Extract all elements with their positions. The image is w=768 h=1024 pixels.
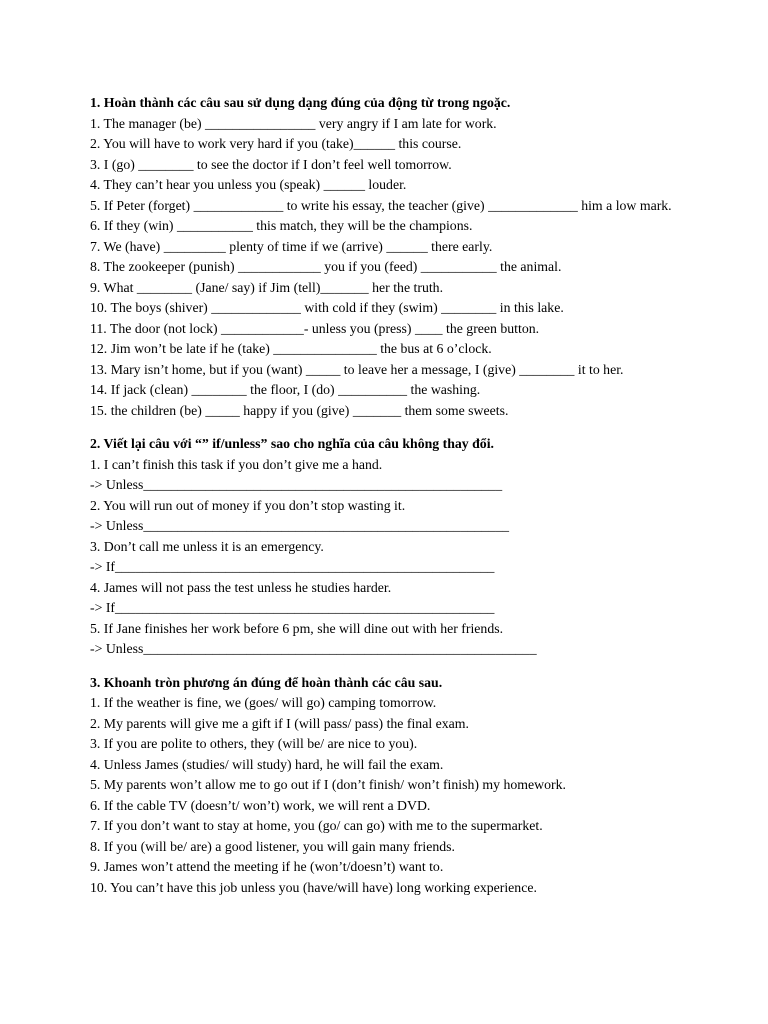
exercise-item: 10. The boys (shiver) _____________ with cold if they (swim) ________ in this lake. (90, 300, 564, 315)
exercise-item: 10. You can’t have this job unless you (have/will have) long working experience. (90, 879, 537, 895)
exercise-item: 8. The zookeeper (punish) ____________ you if you (feed) ___________ the animal. (90, 259, 562, 274)
exercise-item: 2. You will run out of money if you don’t stop wasting it. (90, 497, 406, 513)
exercise-item: 1. The manager (be) ________________ very angry if I am late for work. (90, 115, 497, 131)
exercise-item: 1. I can’t finish this task if you don’t give me a hand. (90, 456, 383, 472)
exercise-item: 13. Mary isn’t home, but if you (want) _____ to leave her a message, I (give) ________ it to her. (90, 361, 624, 377)
exercise-item: 1. If the weather is fine, we (goes/ will go) camping tomorrow. (90, 695, 437, 710)
section-1-heading: 1. Hoàn thành các câu sau sử dụng dạng đúng của động từ trong ngoặc. (90, 95, 511, 110)
section-3-heading: 3. Khoanh tròn phương án đúng để hoàn thành các câu sau. (90, 674, 443, 690)
exercise-item: 9. James won’t attend the meeting if he (won’t/doesn’t) want to. (90, 859, 444, 874)
exercise-item: 11. The door (not lock) ____________- unless you (press) ____ the green button. (90, 320, 540, 336)
exercise-item: 9. What ________ (Jane/ say) if Jim (tell)_______ her the truth. (90, 279, 444, 295)
exercise-item: 6. If the cable TV (doesn’t/ won’t) work, we will rent a DVD. (90, 797, 431, 813)
answer-line: -> If_______________________________________________________ (90, 559, 495, 574)
section-spacer (90, 421, 682, 434)
answer-line: -> Unless_________________________________________________________ (90, 641, 537, 656)
exercise-item: 2. You will have to work very hard if you (take)______ this course. (90, 136, 462, 151)
exercise-item: 7. If you don’t want to stay at home, you (go/ can go) with me to the supermarket. (90, 818, 543, 833)
exercise-item: 6. If they (win) ___________ this match, they will be the champions. (90, 218, 473, 233)
exercise-item: 4. James will not pass the test unless he studies harder. (90, 579, 392, 595)
exercise-item: 5. My parents won’t allow me to go out if I (don’t finish/ won’t finish) my homework. (90, 777, 566, 792)
exercise-item: 3. If you are polite to others, they (will be/ are nice to you). (90, 736, 418, 751)
exercise-item: 3. Don’t call me unless it is an emergency. (90, 538, 324, 554)
worksheet (90, 93, 682, 898)
exercise-item: 8. If you (will be/ are) a good listener, you will gain many friends. (90, 838, 455, 854)
exercise-item: 5. If Jane finishes her work before 6 pm, she will dine out with her friends. (90, 620, 504, 636)
exercise-item: 4. They can’t hear you unless you (speak) ______ louder. (90, 177, 407, 192)
exercise-item: 12. Jim won’t be late if he (take) _______________ the bus at 6 o’clock. (90, 341, 492, 356)
exercise-item: 7. We (have) _________ plenty of time if we (arrive) ______ there early. (90, 238, 493, 254)
section-3 (90, 673, 682, 899)
exercise-item: 3. I (go) ________ to see the doctor if I don’t feel well tomorrow. (90, 156, 452, 172)
section-1 (90, 93, 682, 421)
section-2 (90, 434, 682, 660)
exercise-item: 2. My parents will give me a gift if I (will pass/ pass) the final exam. (90, 715, 469, 731)
exercise-item: 5. If Peter (forget) _____________ to write his essay, the teacher (give) _____________ him a low mark. (90, 197, 672, 213)
exercise-item: 15. the children (be) _____ happy if you (give) _______ them some sweets. (90, 402, 509, 418)
answer-line: -> Unless____________________________________________________ (90, 477, 503, 492)
section-2-heading: 2. Viết lại câu với “” if/unless” sao cho nghĩa của câu không thay đổi. (90, 436, 494, 451)
section-spacer (90, 660, 682, 673)
answer-line: -> If_______________________________________________________ (90, 600, 495, 615)
exercise-item: 14. If jack (clean) ________ the floor, I (do) __________ the washing. (90, 382, 481, 397)
exercise-item: 4. Unless James (studies/ will study) hard, he will fail the exam. (90, 756, 444, 772)
answer-line: -> Unless_____________________________________________________ (90, 518, 509, 533)
